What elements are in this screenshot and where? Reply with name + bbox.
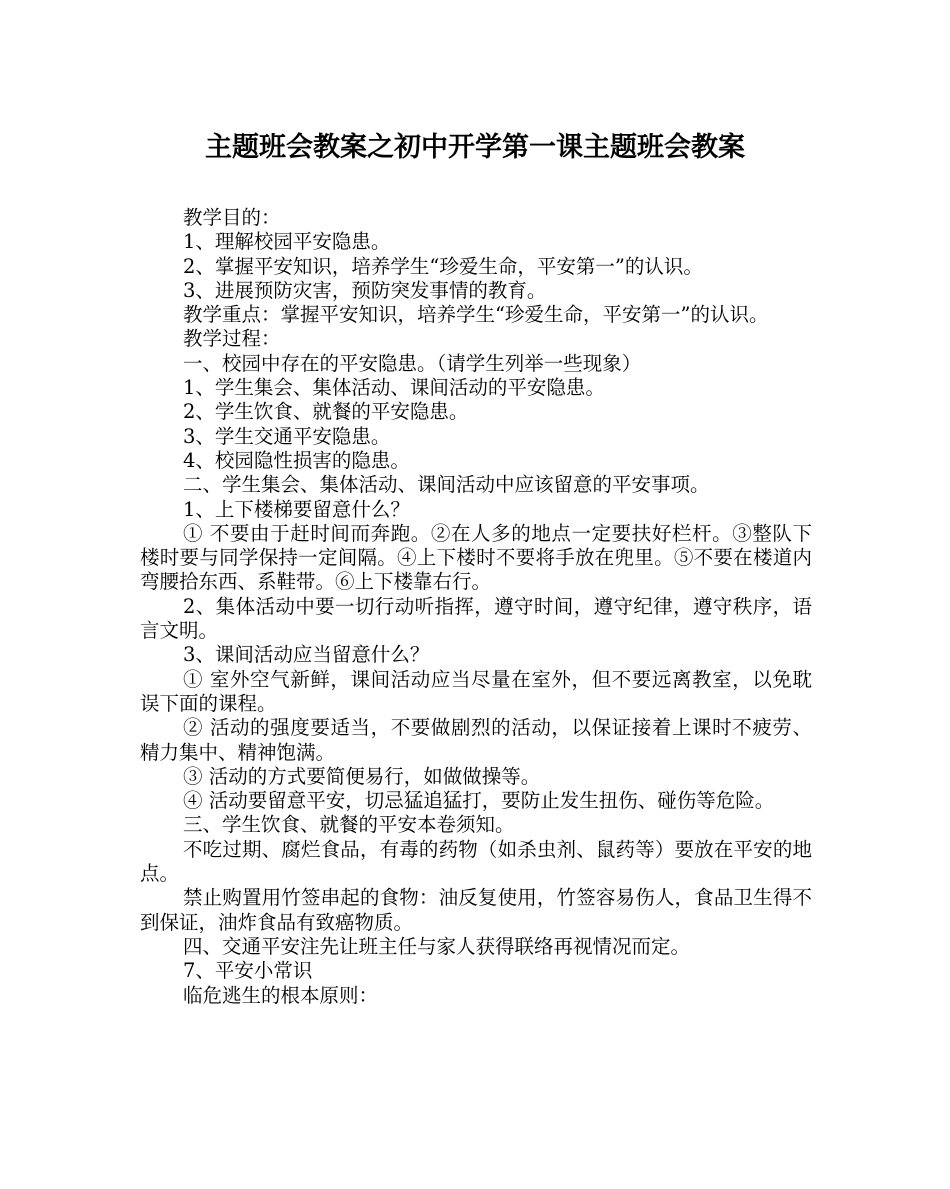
paragraph-break-rule-2: ② 活动的强度要适当，不要做剧烈的活动，以保证接着上课时不疲劳、精力集中、精神饱满。 xyxy=(140,716,812,764)
paragraph-process-heading: 教学过程： xyxy=(183,327,281,351)
paragraph-escape-principles: 临危逃生的根本原则： xyxy=(183,983,379,1007)
paragraph-break-rule-3: ③ 活动的方式要简便易行，如做做操等。 xyxy=(183,764,541,788)
paragraph-section-1-item-4: 4、校园隐性损害的隐患。 xyxy=(183,448,410,472)
paragraph-section-1-item-2: 2、学生饮食、就餐的平安隐患。 xyxy=(183,400,469,424)
paragraph-section-2: 二、学生集会、集体活动、课间活动中应该留意的平安事项。 xyxy=(183,473,710,497)
paragraph-section-3: 三、学生饮食、就餐的平安本卷须知。 xyxy=(183,813,515,837)
paragraph-stairs-rules: ① 不要由于赶时间而奔跑。②在人多的地点一定要扶好栏杆。③整队下楼时要与同学保持一定间隔。④上下楼时不要将手放在兜里。⑤不要在楼道内弯腰拾东西、系鞋带。⑥上下楼靠右行。 xyxy=(140,521,812,594)
document-title: 主题班会教案之初中开学第一课主题班会教案 xyxy=(205,132,745,163)
paragraph-section-2-item-1: 1、上下楼梯要留意什么？ xyxy=(183,497,410,521)
paragraph-break-rule-1: ① 室外空气新鲜，课间活动应当尽量在室外，但不要远离教室，以免耽误下面的课程。 xyxy=(140,667,812,715)
paragraph-food-rule-2: 禁止购置用竹签串起的食物：油反复使用，竹签容易伤人，食品卫生得不到保证，油炸食品有致癌物质。 xyxy=(140,886,812,934)
paragraph-section-4: 四、交通平安注先让班主任与家人获得联络再视情况而定。 xyxy=(183,934,691,958)
paragraph-objective-1: 1、理解校园平安隐患。 xyxy=(183,230,391,254)
paragraph-section-1: 一、校园中存在的平安隐患。（请学生列举一些现象） xyxy=(183,351,642,375)
document-body xyxy=(140,206,812,1008)
paragraph-break-rule-4: ④ 活动要留意平安，切忌猛追猛打，要防止发生扭伤、碰伤等危险。 xyxy=(183,789,775,813)
paragraph-section-1-item-1: 1、学生集会、集体活动、课间活动的平安隐患。 xyxy=(183,376,605,400)
paragraph-objective-3: 3、进展预防灾害，预防突发事情的教育。 xyxy=(183,278,547,302)
paragraph-section-2-item-3: 3、课间活动应当留意什么？ xyxy=(183,643,430,667)
paragraph-section-2-item-2: 2、集体活动中要一切行动听指挥，遵守时间，遵守纪律，遵守秩序，语言文明。 xyxy=(140,594,812,643)
paragraph-key-points: 教学重点：掌握平安知识，培养学生“珍爱生命，平安第一”的认识。 xyxy=(183,303,769,327)
paragraph-safety-tips-heading: 7、平安小常识 xyxy=(183,959,313,983)
paragraph-objective-2: 2、掌握平安知识，培养学生“珍爱生命，平安第一”的认识。 xyxy=(183,254,703,278)
paragraph-objective-heading: 教学目的： xyxy=(183,206,281,229)
paragraph-section-1-item-3: 3、学生交通平安隐患。 xyxy=(183,424,391,448)
paragraph-food-rule-1: 不吃过期、腐烂食品，有毒的药物（如杀虫剂、鼠药等）要放在平安的地点。 xyxy=(140,837,812,886)
